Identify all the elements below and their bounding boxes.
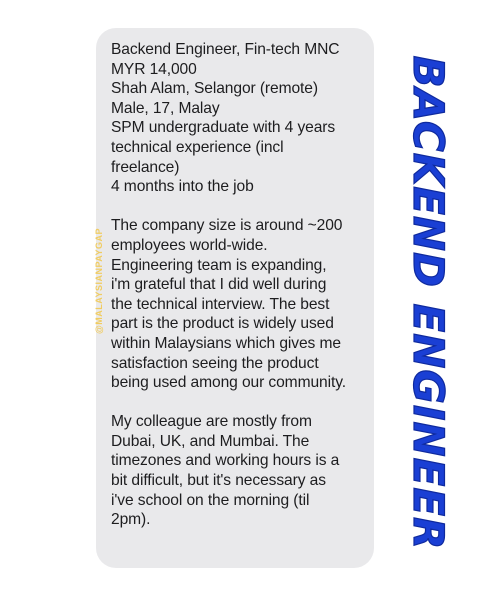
message-line: Backend Engineer, Fin-tech MNC bbox=[111, 41, 340, 58]
message-line: Male, 17, Malay bbox=[111, 99, 220, 117]
message-line: freelance) bbox=[111, 158, 180, 176]
message-line: part is the product is widely used bbox=[111, 315, 334, 333]
side-title-text: BACKEND ENGINEER bbox=[404, 55, 453, 551]
message-line: timezones and working hours is a bbox=[111, 452, 340, 470]
message-bubble bbox=[96, 28, 374, 568]
message-line: The company size is around ~200 bbox=[111, 217, 343, 235]
message-line: bit difficult, but it's necessary as bbox=[111, 472, 326, 490]
message-line: My colleague are mostly from bbox=[111, 413, 312, 431]
message-line: employees world-wide. bbox=[111, 236, 268, 254]
message-line: technical experience (incl bbox=[111, 138, 284, 156]
message-line: the technical interview. The best bbox=[111, 295, 330, 313]
message-line: SPM undergraduate with 4 years bbox=[111, 119, 336, 137]
paragraph-gap bbox=[111, 393, 366, 413]
message-line: Shah Alam, Selangor (remote) bbox=[111, 80, 318, 98]
side-title bbox=[392, 55, 472, 551]
message-paragraph-1 bbox=[111, 216, 366, 392]
message-header bbox=[111, 40, 366, 197]
message-line: being used among our community. bbox=[111, 374, 346, 392]
message-line: within Malaysians which gives me bbox=[111, 334, 341, 352]
message-line: Dubai, UK, and Mumbai. The bbox=[111, 432, 310, 450]
message-line: 4 months into the job bbox=[111, 178, 254, 196]
message-line: i'm grateful that I did well during bbox=[111, 276, 327, 294]
paragraph-gap bbox=[111, 197, 366, 217]
watermark-handle: @MALAYSIANPAYGAP bbox=[94, 228, 104, 334]
message-paragraph-2 bbox=[111, 412, 366, 530]
message-line: MYR 14,000 bbox=[111, 60, 197, 78]
message-line: Engineering team is expanding, bbox=[111, 256, 327, 274]
message-line: i've school on the morning (til bbox=[111, 491, 310, 509]
message-line: 2pm). bbox=[111, 511, 151, 529]
message-line: satisfaction seeing the product bbox=[111, 354, 319, 372]
